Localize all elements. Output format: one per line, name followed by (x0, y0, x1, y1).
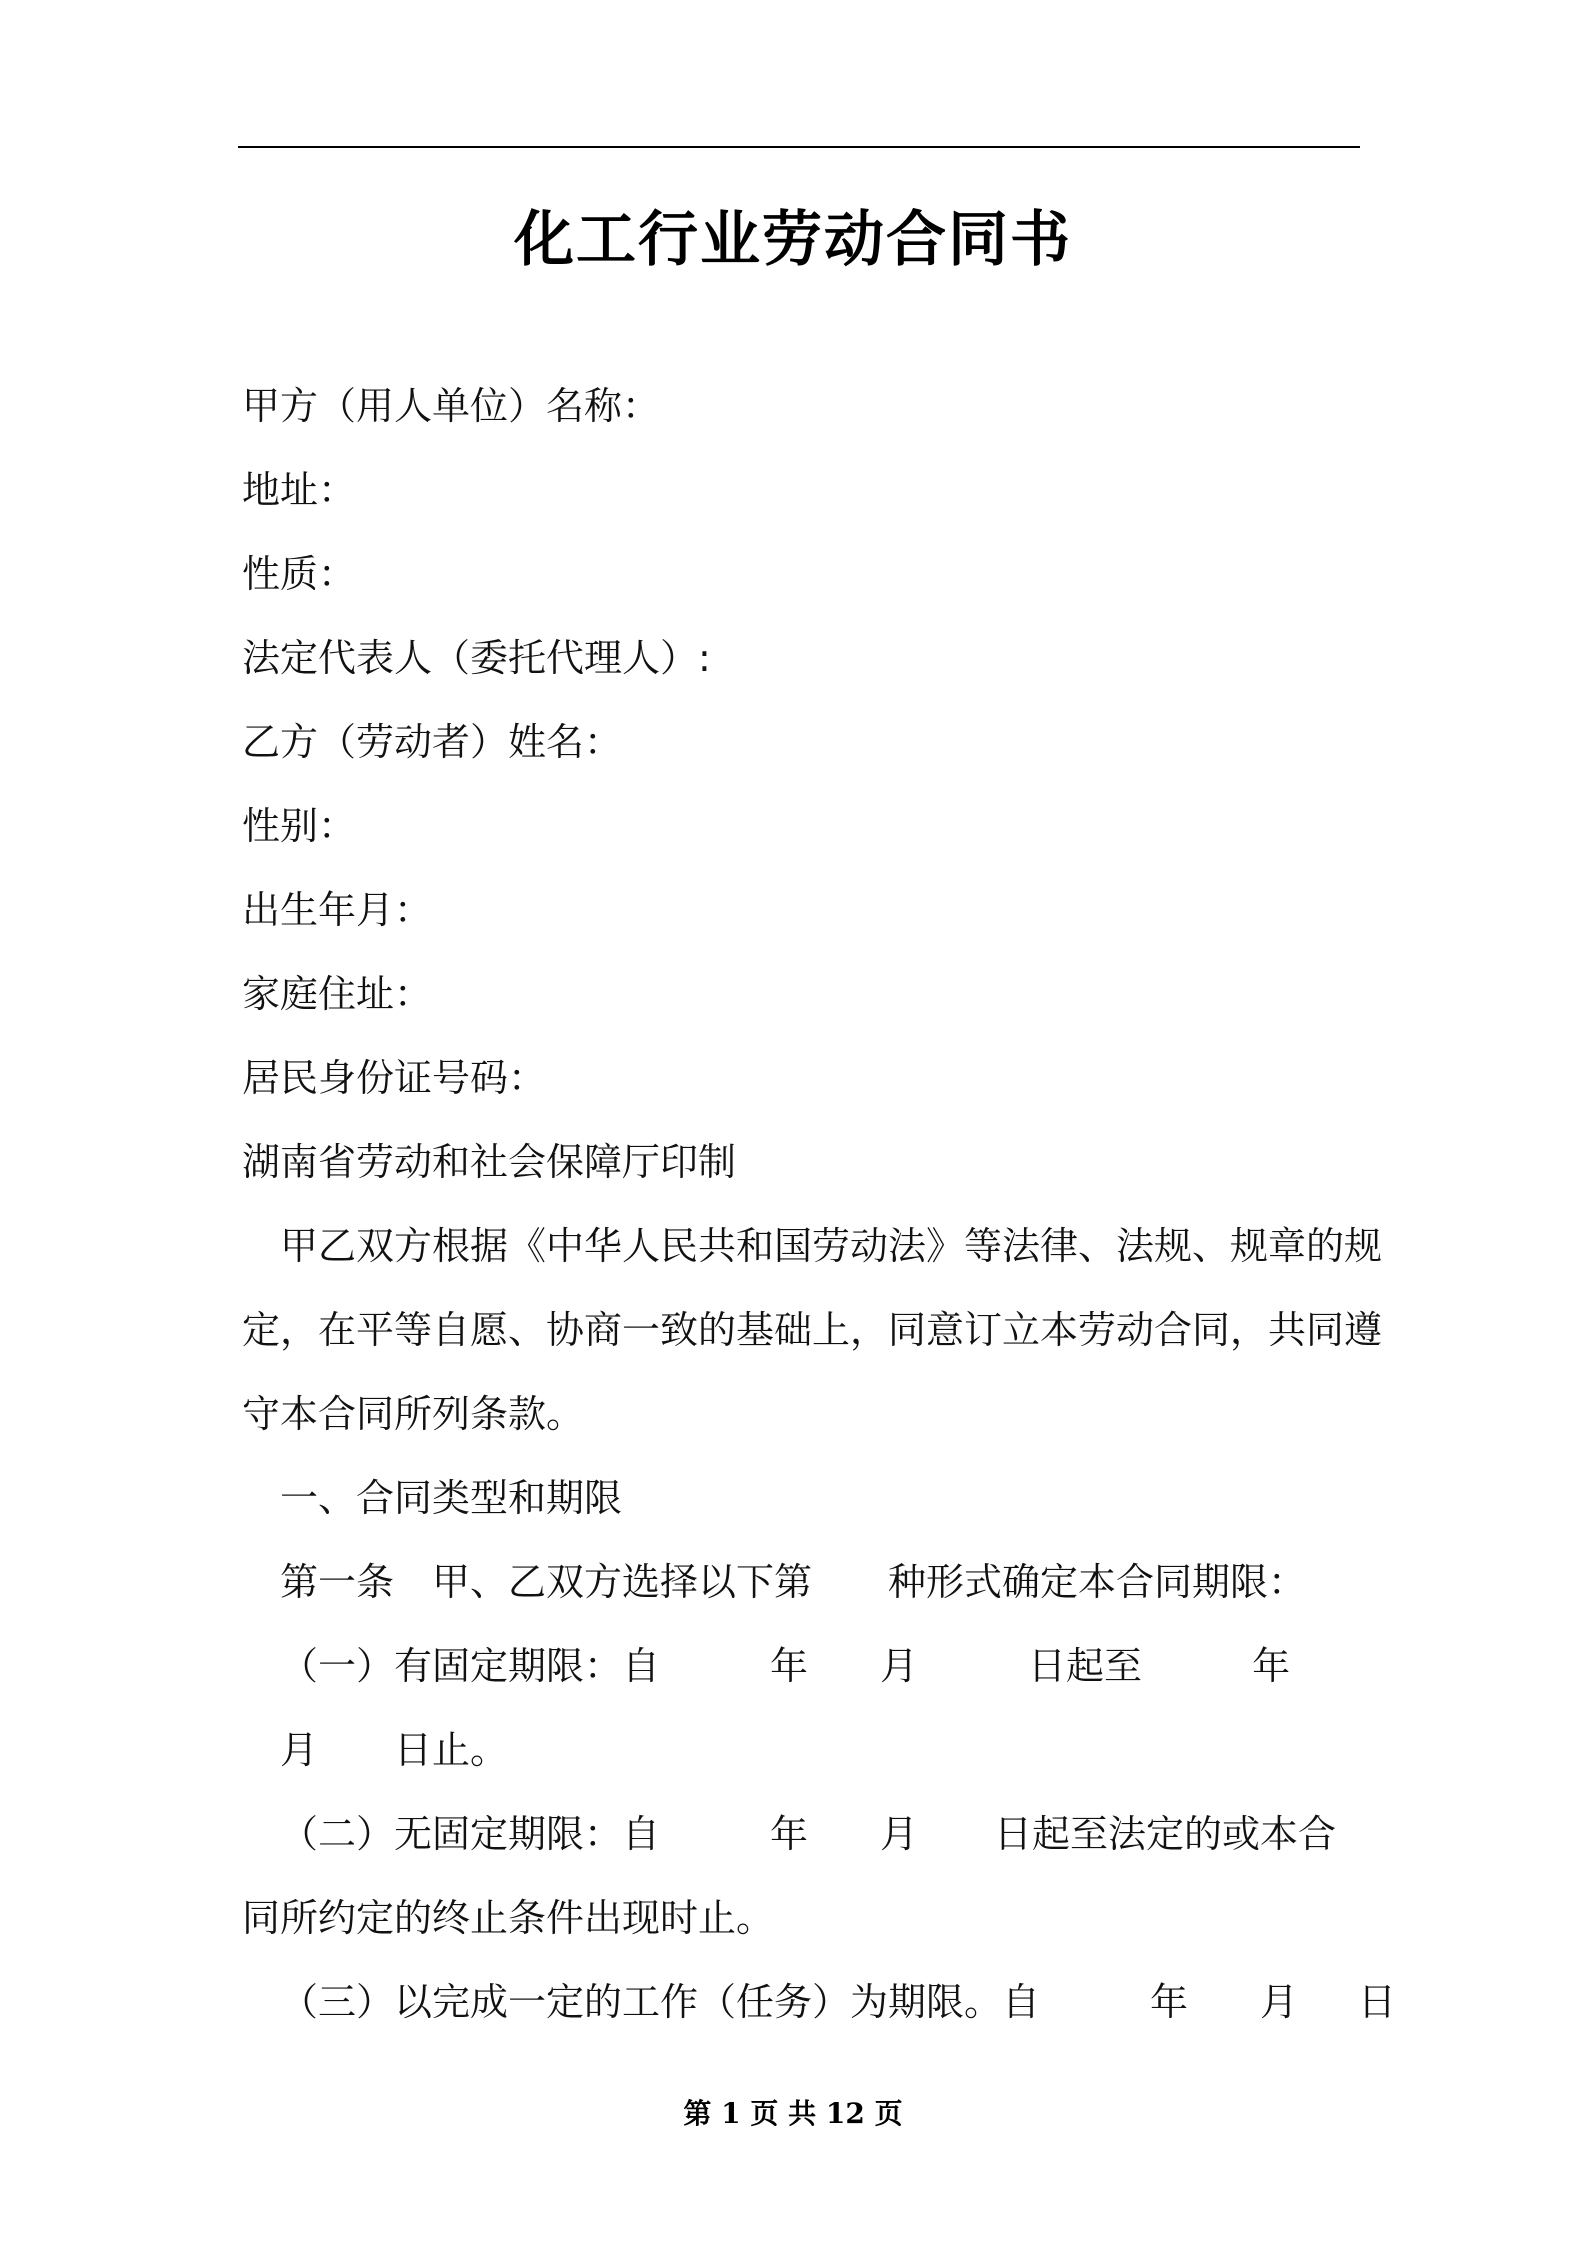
term-open-prefix: （二）无固定期限：自 (280, 1812, 661, 1856)
term-open-month: 月 (880, 1812, 919, 1856)
term-fixed-year: 年 (770, 1644, 809, 1688)
term-open-rest: 日起至法定的或本合 (994, 1812, 1337, 1856)
article-1-part-b: 种形式确定本合同期限： (888, 1560, 1307, 1604)
term-task-day: 日 (1358, 1980, 1397, 2024)
field-party-b-name: 乙方（劳动者）姓名： (242, 720, 623, 764)
term-fixed-day-end: 日止。 (394, 1728, 509, 1772)
term-fixed-year-end: 年 (1252, 1644, 1291, 1688)
field-nature: 性质： (242, 552, 357, 596)
term-fixed-line-1 (280, 1638, 1400, 1694)
term-fixed-line-2 (280, 1722, 1400, 1778)
document-title: 化工行业劳动合同书 (514, 205, 1072, 275)
preamble-line-3: 守本合同所列条款。 (242, 1392, 585, 1436)
term-task-month: 月 (1260, 1980, 1299, 2024)
term-task-line-1 (280, 1974, 1400, 2030)
preamble-line-1: 甲乙双方根据《中华人民共和国劳动法》等法律、法规、规章的规 (280, 1224, 1383, 1268)
term-fixed-month: 月 (880, 1644, 919, 1688)
term-fixed-month-end: 月 (280, 1728, 319, 1772)
term-task-year: 年 (1150, 1980, 1189, 2024)
term-fixed-prefix: （一）有固定期限：自 (280, 1644, 661, 1688)
field-address: 地址： (242, 468, 357, 512)
header-rule (238, 146, 1360, 148)
field-birth-date: 出生年月： (242, 888, 433, 932)
field-id-number: 居民身份证号码： (242, 1056, 547, 1100)
term-open-line-2: 同所约定的终止条件出现时止。 (242, 1896, 775, 1940)
section-1-heading: 一、合同类型和期限 (280, 1476, 623, 1520)
term-fixed-day-to: 日起至 (1028, 1644, 1143, 1688)
field-legal-representative: 法定代表人（委托代理人）: (242, 636, 711, 680)
article-1 (280, 1554, 1400, 1610)
page-number-footer: 第 1 页 共 12 页 (683, 2097, 903, 2130)
printer-note: 湖南省劳动和社会保障厅印制 (242, 1140, 737, 1184)
article-1-part-a: 第一条 甲、乙双方选择以下第 (280, 1560, 813, 1604)
field-gender: 性别： (242, 804, 357, 848)
field-home-address: 家庭住址： (242, 972, 433, 1016)
term-open-year: 年 (770, 1812, 809, 1856)
term-task-prefix: （三）以完成一定的工作（任务）为期限。自 (280, 1980, 1041, 2024)
term-open-line-1 (280, 1806, 1400, 1862)
preamble-line-2: 定，在平等自愿、协商一致的基础上，同意订立本劳动合同，共同遵 (242, 1308, 1383, 1352)
field-party-a-name: 甲方（用人单位）名称： (242, 384, 661, 428)
